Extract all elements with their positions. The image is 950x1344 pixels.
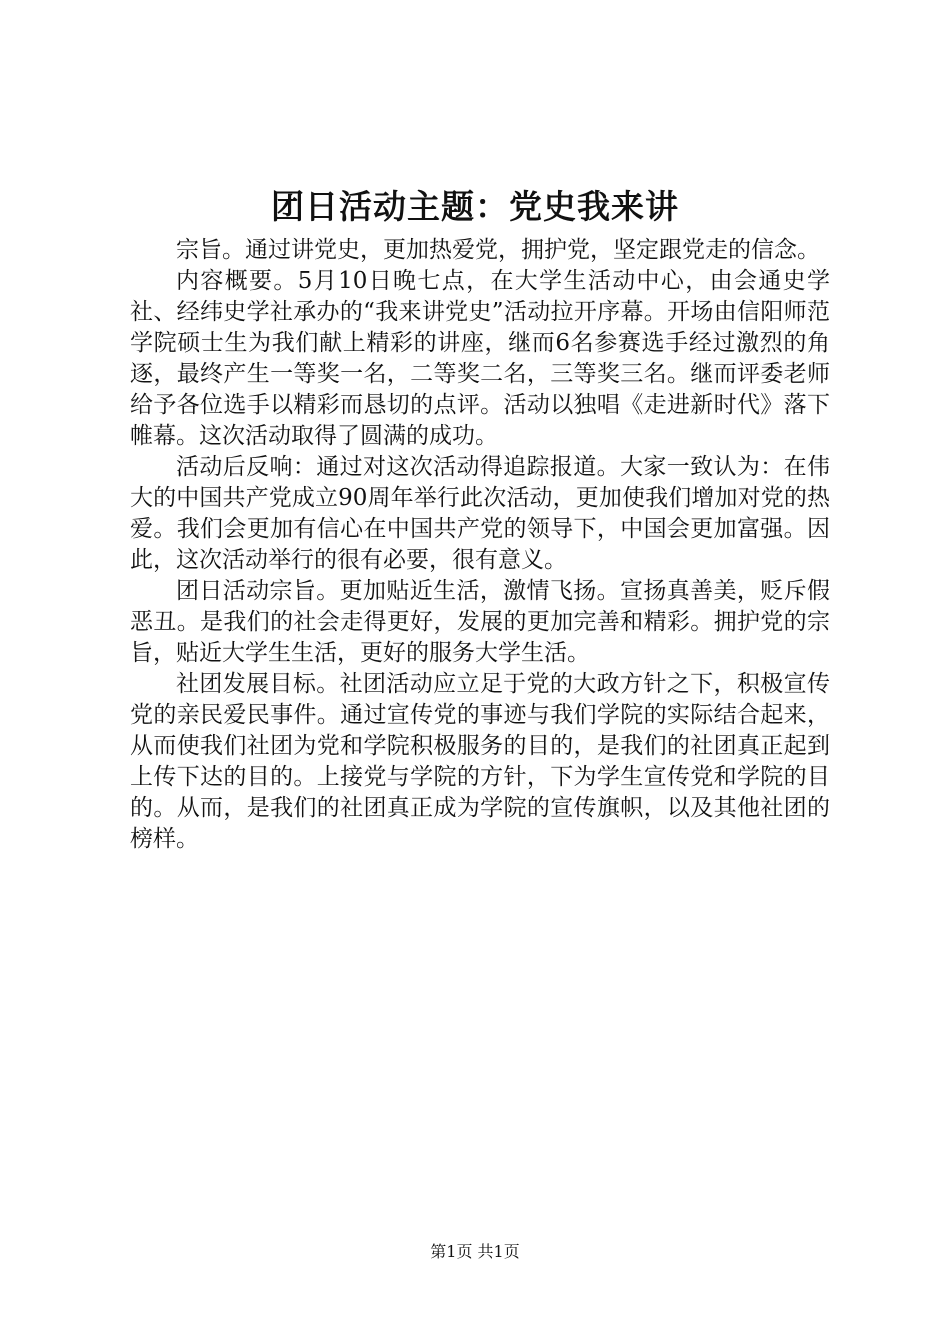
document-title: 团日活动主题：党史我来讲 <box>271 187 679 226</box>
paragraph-league-day-purpose: 团日活动宗旨。更加贴近生活，激情飞扬。宣扬真善美，贬斥假恶丑。是我们的社会走得更好，发展的更加完善和精彩。拥护党的宗旨，贴近大学生生活，更好的服务大学生活。 <box>130 578 830 666</box>
paragraph-response: 活动后反响：通过对这次活动得追踪报道。大家一致认为：在伟大的中国共产党成立90周年举行此次活动，更加使我们增加对党的热爱。我们会更加有信心在中国共产党的领导下，中国会更加富强。因此，这次活动举行的很有必要，很有意义。 <box>130 454 830 573</box>
page-footer: 第1页 共1页 <box>430 1242 520 1261</box>
paragraph-purpose: 宗旨。通过讲党史，更加热爱党，拥护党，坚定跟党走的信念。 <box>176 237 820 263</box>
paragraph-club-goals: 社团发展目标。社团活动应立足于党的大政方针之下，积极宣传党的亲民爱民事件。通过宣传党的事迹与我们学院的实际结合起来，从而使我们社团为党和学院积极服务的目的，是我们的社团真正起到上传下达的目的。上接党与学院的方针，下为学生宣传党和学院的目的。从而，是我们的社团真正成为学院的宣传旗帜，以及其他社团的榜样。 <box>130 671 830 852</box>
document-body <box>130 235 830 855</box>
paragraph-summary: 内容概要。5月10日晚七点，在大学生活动中心，由会通史学社、经纬史学社承办的“我来讲党史”活动拉开序幕。开场由信阳师范学院硕士生为我们献上精彩的讲座，继而6名参赛选手经过激烈的角逐，最终产生一等奖一名，二等奖二名，三等奖三名。继而评委老师给予各位选手以精彩而恳切的点评。活动以独唱《走进新时代》落下帷幕。这次活动取得了圆满的成功。 <box>130 268 830 449</box>
